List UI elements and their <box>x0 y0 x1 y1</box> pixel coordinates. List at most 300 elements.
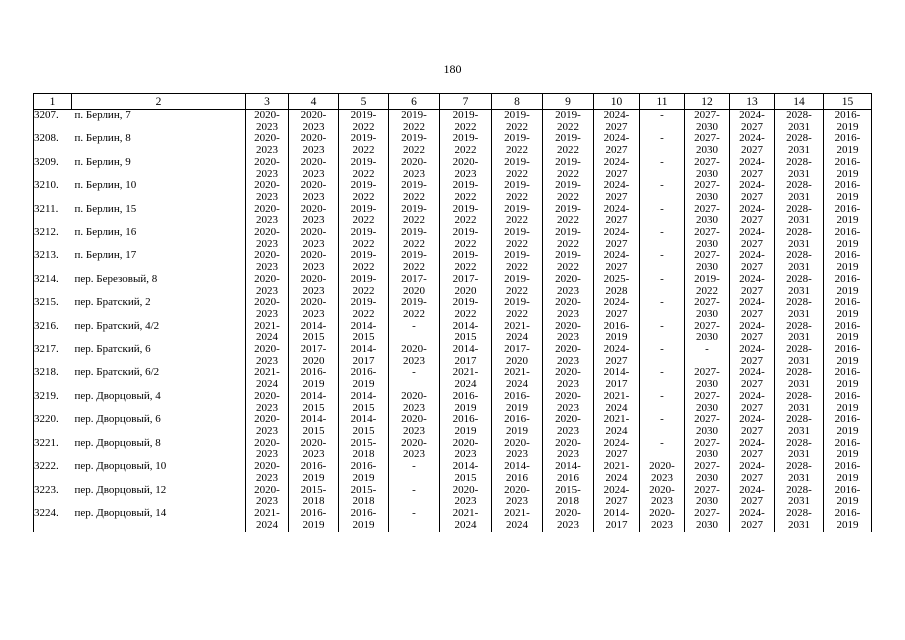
period-cell <box>339 297 389 320</box>
period-cell <box>492 157 543 180</box>
period-cell <box>440 157 492 180</box>
period-end: 2030 <box>696 331 718 344</box>
period-end: 2015 <box>302 331 325 344</box>
period-cell <box>730 250 775 273</box>
address-cell: п. Берлин, 16 <box>74 226 137 239</box>
period-cell <box>339 204 389 227</box>
period-end: 2031 <box>788 495 810 508</box>
period-end: 2027 <box>741 190 763 203</box>
period-end: 2023 <box>302 167 325 180</box>
address-cell: пер. Дворцовый, 10 <box>74 460 167 473</box>
row-number: 3216. <box>34 321 72 344</box>
period-cell <box>775 391 824 414</box>
period-cell <box>492 274 543 297</box>
period-end: 2027 <box>741 214 763 227</box>
period-cell <box>339 133 389 156</box>
period-cell <box>640 133 685 156</box>
period-cell <box>339 344 389 367</box>
period-end <box>640 426 684 438</box>
table-row <box>34 157 872 180</box>
period-start: 2015- <box>350 483 377 496</box>
period-end: 2015 <box>352 401 375 414</box>
period-start: 2019- <box>504 109 530 121</box>
period-cell <box>730 133 775 156</box>
period-start: 2016- <box>834 436 861 449</box>
period-start: 2021- <box>504 366 530 379</box>
period-cell <box>685 367 730 390</box>
period-end: 2031 <box>788 307 810 320</box>
period-end: 2015 <box>302 401 325 414</box>
period-end: 2019 <box>836 284 859 297</box>
period-end: 2019 <box>506 401 528 414</box>
period-end: 2022 <box>352 144 375 157</box>
period-end: 2031 <box>788 424 810 437</box>
period-cell <box>289 438 339 461</box>
period-end: 2022 <box>557 120 579 133</box>
period-start: 2024- <box>739 202 765 215</box>
period-start: - <box>660 389 664 402</box>
period-cell <box>775 485 824 508</box>
period-start: 2024- <box>739 226 765 239</box>
period-start: 2020- <box>254 226 280 239</box>
row-number: 3207. <box>34 110 72 134</box>
period-end: 2022 <box>454 261 477 274</box>
period-end: 2023 <box>302 190 325 203</box>
period-cell <box>685 414 730 437</box>
period-cell <box>339 227 389 250</box>
period-end: 2019 <box>836 120 859 133</box>
period-start: 2024- <box>603 436 630 449</box>
table-body <box>34 110 872 533</box>
period-cell <box>389 391 440 414</box>
period-end: 2027 <box>605 307 628 320</box>
period-end: 2019 <box>836 214 859 227</box>
period-start: 2024- <box>739 179 765 192</box>
period-end: 2024 <box>256 378 278 391</box>
row-number: 3224. <box>34 508 72 532</box>
table-row <box>34 227 872 250</box>
period-end: 2023 <box>403 354 425 367</box>
period-cell <box>440 485 492 508</box>
period-cell <box>824 157 872 180</box>
period-end: 2031 <box>788 378 810 391</box>
period-end: 2027 <box>741 307 763 320</box>
period-cell <box>492 297 543 320</box>
period-end: 2019 <box>836 401 859 414</box>
period-end: 2030 <box>696 518 718 531</box>
period-cell <box>492 250 543 273</box>
period-start: 2016- <box>834 132 861 145</box>
period-end: 2019 <box>836 190 859 203</box>
period-start: 2020- <box>555 436 581 449</box>
period-start: 2020- <box>555 296 581 309</box>
address-cell: пер. Дворцовый, 8 <box>74 436 161 449</box>
period-start: 2016- <box>834 319 861 332</box>
period-end: 2020 <box>506 354 528 367</box>
period-start: 2020- <box>452 436 479 449</box>
period-end: 2023 <box>302 261 325 274</box>
period-start: 2019- <box>555 249 581 262</box>
period-start: 2028- <box>786 413 812 426</box>
period-cell <box>824 250 872 273</box>
period-start: 2024- <box>739 296 765 309</box>
period-cell <box>685 321 730 344</box>
period-start: 2016- <box>300 366 327 379</box>
period-end: 2022 <box>352 190 375 203</box>
period-cell <box>289 204 339 227</box>
period-end: 2015 <box>352 331 375 344</box>
period-cell <box>289 133 339 156</box>
period-cell <box>289 461 339 484</box>
period-start: 2016- <box>452 389 479 402</box>
period-end: 2027 <box>605 190 628 203</box>
period-start: - <box>705 343 709 356</box>
period-cell <box>685 485 730 508</box>
address-cell: пер. Братский, 6/2 <box>74 366 160 379</box>
period-cell <box>640 461 685 484</box>
period-end: 2031 <box>788 120 810 133</box>
period-end: 2023 <box>557 307 579 320</box>
period-end: 2027 <box>741 167 763 180</box>
period-cell <box>730 391 775 414</box>
row-number: 3214. <box>34 274 72 297</box>
period-start: 2024- <box>603 483 630 496</box>
period-cell <box>543 321 594 344</box>
period-cell <box>339 367 389 390</box>
period-end: 2030 <box>696 167 718 180</box>
period-cell <box>775 110 824 134</box>
period-end: 2028 <box>605 284 628 297</box>
period-start: 2016- <box>834 249 861 262</box>
column-header: 13 <box>730 94 775 110</box>
period-cell <box>824 274 872 297</box>
period-end: 2019 <box>836 424 859 437</box>
period-start: 2019- <box>350 202 377 215</box>
period-end: 2027 <box>741 471 763 484</box>
period-start: 2016- <box>834 506 861 519</box>
period-end: 2031 <box>788 190 810 203</box>
period-start: 2020- <box>254 460 280 473</box>
period-start: 2021- <box>254 319 280 332</box>
period-cell <box>339 391 389 414</box>
period-start: 2014- <box>452 343 479 356</box>
period-end: 2019 <box>836 331 859 344</box>
period-cell <box>289 367 339 390</box>
period-start: 2019- <box>452 249 479 262</box>
period-cell <box>775 438 824 461</box>
period-start: 2020- <box>555 319 581 332</box>
period-end: 2023 <box>557 378 579 391</box>
period-cell <box>289 180 339 203</box>
period-cell <box>543 344 594 367</box>
period-cell <box>824 110 872 134</box>
period-start: 2028- <box>786 319 812 332</box>
period-cell <box>640 250 685 273</box>
address-cell: пер. Березовый, 8 <box>74 272 158 285</box>
period-end: 2024 <box>506 331 528 344</box>
period-start: 2027- <box>694 319 720 332</box>
period-end: 2030 <box>696 307 718 320</box>
address-cell: пер. Братский, 6 <box>74 343 151 356</box>
period-end: 2027 <box>741 378 763 391</box>
period-start: 2020- <box>504 483 530 496</box>
period-end <box>389 520 439 532</box>
period-cell <box>543 508 594 532</box>
period-cell <box>824 180 872 203</box>
period-cell <box>246 110 289 134</box>
period-cell <box>594 508 640 532</box>
period-cell <box>685 157 730 180</box>
period-end: 2023 <box>557 284 579 297</box>
table-row <box>34 250 872 273</box>
period-cell <box>492 133 543 156</box>
period-cell <box>246 297 289 320</box>
period-start: 2027- <box>694 389 720 402</box>
period-cell <box>246 414 289 437</box>
period-start: 2020- <box>649 460 675 473</box>
period-start: 2019- <box>504 132 530 145</box>
period-end: 2019 <box>454 401 477 414</box>
period-cell <box>289 157 339 180</box>
period-cell <box>289 110 339 134</box>
period-cell <box>824 344 872 367</box>
period-cell <box>730 485 775 508</box>
period-cell <box>824 297 872 320</box>
period-cell <box>492 180 543 203</box>
period-end: 2018 <box>352 495 375 508</box>
period-end: 2027 <box>605 354 628 367</box>
period-start: 2019- <box>555 155 581 168</box>
period-start: 2021- <box>452 506 479 519</box>
period-start: 2014- <box>350 343 377 356</box>
period-cell <box>640 485 685 508</box>
period-cell <box>594 391 640 414</box>
period-start: 2014- <box>555 460 581 473</box>
period-start: 2020- <box>254 343 280 356</box>
period-start: 2027- <box>694 226 720 239</box>
period-end: 2022 <box>403 144 425 157</box>
period-start: - <box>412 366 416 379</box>
period-start: 2014- <box>452 319 479 332</box>
period-start: 2016- <box>504 389 530 402</box>
period-start: 2020- <box>649 483 675 496</box>
period-end: 2030 <box>696 261 718 274</box>
period-end: 2023 <box>651 518 673 531</box>
period-end: 2019 <box>836 144 859 157</box>
period-cell <box>246 204 289 227</box>
period-cell <box>440 133 492 156</box>
period-start: 2017- <box>452 272 479 285</box>
period-start: 2027- <box>694 366 720 379</box>
period-cell <box>289 321 339 344</box>
period-cell <box>389 321 440 344</box>
period-cell <box>824 508 872 532</box>
column-header: 11 <box>640 94 685 110</box>
period-cell <box>389 297 440 320</box>
period-end: 2022 <box>506 120 528 133</box>
period-end: 2031 <box>788 237 810 250</box>
period-end: 2022 <box>506 190 528 203</box>
period-cell <box>289 344 339 367</box>
period-end: 2024 <box>605 401 628 414</box>
period-end: 2019 <box>454 424 477 437</box>
period-cell <box>440 110 492 134</box>
period-end: 2027 <box>605 214 628 227</box>
period-cell <box>389 414 440 437</box>
period-cell <box>594 133 640 156</box>
period-start: 2021- <box>603 460 630 473</box>
period-cell <box>289 391 339 414</box>
period-cell <box>246 367 289 390</box>
period-end: 2023 <box>454 167 477 180</box>
period-cell <box>440 414 492 437</box>
period-end: 2023 <box>557 354 579 367</box>
period-start: 2028- <box>786 202 812 215</box>
period-start: 2020- <box>401 155 427 168</box>
page-number: 180 <box>443 62 462 76</box>
period-end: 2023 <box>256 167 278 180</box>
period-end: 2019 <box>836 307 859 320</box>
period-cell <box>246 133 289 156</box>
period-start: 2027- <box>694 249 720 262</box>
column-header: 8 <box>492 94 543 110</box>
period-end: 2022 <box>557 237 579 250</box>
period-cell <box>775 157 824 180</box>
period-start: 2019- <box>504 202 530 215</box>
period-cell <box>775 461 824 484</box>
period-end: 2022 <box>557 214 579 227</box>
period-start: 2019- <box>350 296 377 309</box>
period-end: 2023 <box>256 448 278 461</box>
period-end: 2019 <box>836 261 859 274</box>
period-end: 2023 <box>256 401 278 414</box>
address-cell: пер. Братский, 4/2 <box>74 319 160 332</box>
period-cell <box>339 110 389 134</box>
table-row <box>34 180 872 203</box>
period-start: 2028- <box>786 155 812 168</box>
period-start: - <box>660 272 664 285</box>
period-cell <box>440 508 492 532</box>
period-cell <box>685 508 730 532</box>
period-cell <box>246 508 289 532</box>
period-start: 2021- <box>254 506 280 519</box>
period-cell <box>289 250 339 273</box>
table-row <box>34 391 872 414</box>
period-start: 2016- <box>834 109 861 121</box>
period-start: - <box>412 483 416 496</box>
period-start: 2019- <box>350 109 377 121</box>
period-end <box>389 473 439 485</box>
period-cell <box>246 485 289 508</box>
period-cell <box>289 227 339 250</box>
period-end: 2027 <box>605 261 628 274</box>
table-row <box>34 274 872 297</box>
period-cell <box>289 274 339 297</box>
period-cell <box>440 274 492 297</box>
period-cell <box>440 391 492 414</box>
period-end: 2022 <box>454 190 477 203</box>
period-end: 2022 <box>506 307 528 320</box>
period-end: 2023 <box>403 424 425 437</box>
period-start: 2028- <box>786 109 812 121</box>
period-cell <box>730 297 775 320</box>
period-cell <box>640 157 685 180</box>
period-cell <box>246 274 289 297</box>
period-start: 2019- <box>401 109 427 121</box>
period-start: 2024- <box>739 249 765 262</box>
period-cell <box>492 110 543 134</box>
period-start: 2017- <box>401 272 427 285</box>
period-start: 2015- <box>350 436 377 449</box>
period-start: 2027- <box>694 436 720 449</box>
period-end: 2031 <box>788 261 810 274</box>
period-start: 2020- <box>555 413 581 426</box>
period-start: 2024- <box>739 436 765 449</box>
period-start: 2014- <box>300 389 327 402</box>
period-end: 2023 <box>557 424 579 437</box>
period-start: 2016- <box>834 483 861 496</box>
column-header: 4 <box>289 94 339 110</box>
period-cell <box>640 508 685 532</box>
period-start: 2024- <box>603 343 630 356</box>
period-cell <box>775 180 824 203</box>
period-cell <box>685 227 730 250</box>
period-cell <box>492 414 543 437</box>
period-cell <box>685 180 730 203</box>
period-end: 2027 <box>741 401 763 414</box>
period-cell <box>824 461 872 484</box>
period-end: 2023 <box>651 471 673 484</box>
address-cell: п. Берлин, 15 <box>74 202 137 215</box>
period-end: 2022 <box>454 214 477 227</box>
period-start: 2024- <box>603 155 630 168</box>
row-number: 3212. <box>34 227 72 250</box>
period-start: 2028- <box>786 506 812 519</box>
period-cell <box>685 461 730 484</box>
period-start: - <box>660 343 664 356</box>
period-end: 2030 <box>696 144 718 157</box>
period-end: 2019 <box>836 167 859 180</box>
period-cell <box>685 204 730 227</box>
period-cell <box>389 250 440 273</box>
data-table <box>33 93 872 532</box>
row-number: 3208. <box>34 133 72 156</box>
period-start: 2027- <box>694 483 720 496</box>
period-end: 2023 <box>256 144 278 157</box>
period-end: 2023 <box>302 448 325 461</box>
period-end: 2031 <box>788 471 810 484</box>
period-start: 2024- <box>603 109 630 121</box>
period-start: 2019- <box>694 272 720 285</box>
period-end: 2022 <box>506 214 528 227</box>
period-cell <box>246 250 289 273</box>
period-end: 2031 <box>788 518 810 531</box>
period-end: 2023 <box>256 214 278 227</box>
period-end: 2030 <box>696 424 718 437</box>
period-start: 2020- <box>300 436 327 449</box>
period-cell <box>339 461 389 484</box>
period-cell <box>440 438 492 461</box>
period-start: - <box>660 366 664 379</box>
column-header: 6 <box>389 94 440 110</box>
period-cell <box>543 133 594 156</box>
period-cell <box>389 110 440 134</box>
address-cell: пер. Дворцовый, 6 <box>74 413 161 426</box>
period-start: - <box>660 202 664 215</box>
period-end: 2027 <box>605 495 628 508</box>
period-end: 2030 <box>696 401 718 414</box>
period-cell <box>246 438 289 461</box>
